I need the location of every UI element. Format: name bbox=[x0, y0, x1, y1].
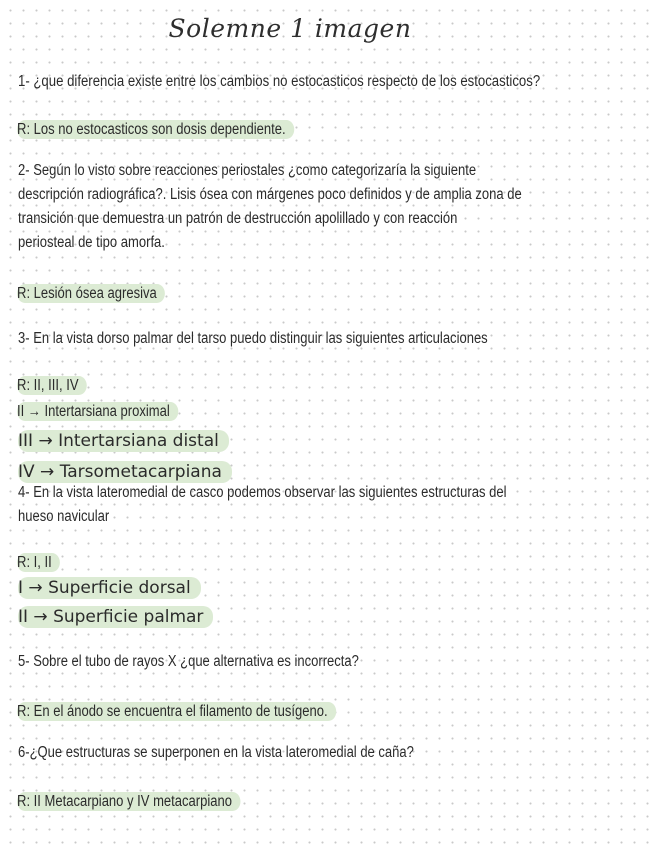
answer-2-text: R: Lesión ósea agresiva bbox=[17, 284, 165, 303]
question-4-line-1: 4- En la vista lateromedial de casco podemos observar las siguientes estructuras del bbox=[18, 484, 507, 501]
page-title: Solemne 1 imagen bbox=[168, 14, 412, 43]
answer-3-text: R: II, III, IV bbox=[17, 376, 87, 395]
answer-4-item-1-text: I → Superficie dorsal bbox=[18, 577, 201, 599]
question-6: 6-¿Que estructuras se superponen en la vista lateromedial de caña? bbox=[18, 744, 414, 761]
answer-4-item-2 bbox=[12, 605, 213, 629]
answer-1-text: R: Los no estocasticos son dosis dependiente. bbox=[17, 120, 294, 139]
answer-6-text: R: II Metacarpiano y IV metacarpiano bbox=[17, 792, 240, 811]
answer-4-item-1 bbox=[12, 576, 201, 600]
question-3: 3- En la vista dorso palmar del tarso puedo distinguir las siguientes articulaciones bbox=[18, 330, 488, 347]
question-2-line-4: periosteal de tipo amorfa. bbox=[18, 234, 165, 251]
answer-3-item-3-text: IV → Tarsometacarpiana bbox=[18, 461, 232, 483]
answer-3-item-2-text: III → Intertarsiana distal bbox=[18, 430, 229, 452]
question-2-line-3: transición que demuestra un patrón de destrucción apolillado y con reacción bbox=[18, 210, 458, 227]
answer-5-text: R: En el ánodo se encuentra el filamento de tusígeno. bbox=[17, 702, 336, 721]
answer-6 bbox=[12, 790, 240, 814]
question-5: 5- Sobre el tubo de rayos X ¿que alternativa es incorrecta? bbox=[18, 653, 359, 670]
answer-4-item-2-text: II → Superficie palmar bbox=[18, 606, 213, 628]
answer-3-item-1 bbox=[12, 400, 178, 424]
answer-1 bbox=[12, 118, 294, 142]
answer-3-item-1-text: II → Intertarsiana proximal bbox=[17, 402, 178, 421]
question-4-line-2: hueso navicular bbox=[18, 508, 110, 525]
answer-2 bbox=[12, 282, 165, 306]
answer-4-text: R: I, II bbox=[17, 553, 60, 572]
question-2-line-2: descripción radiográfica?. Lisis ósea con márgenes poco definidos y de amplia zona de bbox=[18, 186, 522, 203]
answer-3-item-2 bbox=[12, 429, 229, 453]
question-2-line-1: 2- Según lo visto sobre reacciones periostales ¿como categorizaría la siguiente bbox=[18, 162, 477, 179]
answer-5 bbox=[12, 700, 336, 724]
answer-3 bbox=[12, 374, 87, 398]
answer-4 bbox=[12, 551, 60, 575]
question-1: 1- ¿que diferencia existe entre los cambios no estocasticos respecto de los estocasticos? bbox=[18, 73, 541, 90]
